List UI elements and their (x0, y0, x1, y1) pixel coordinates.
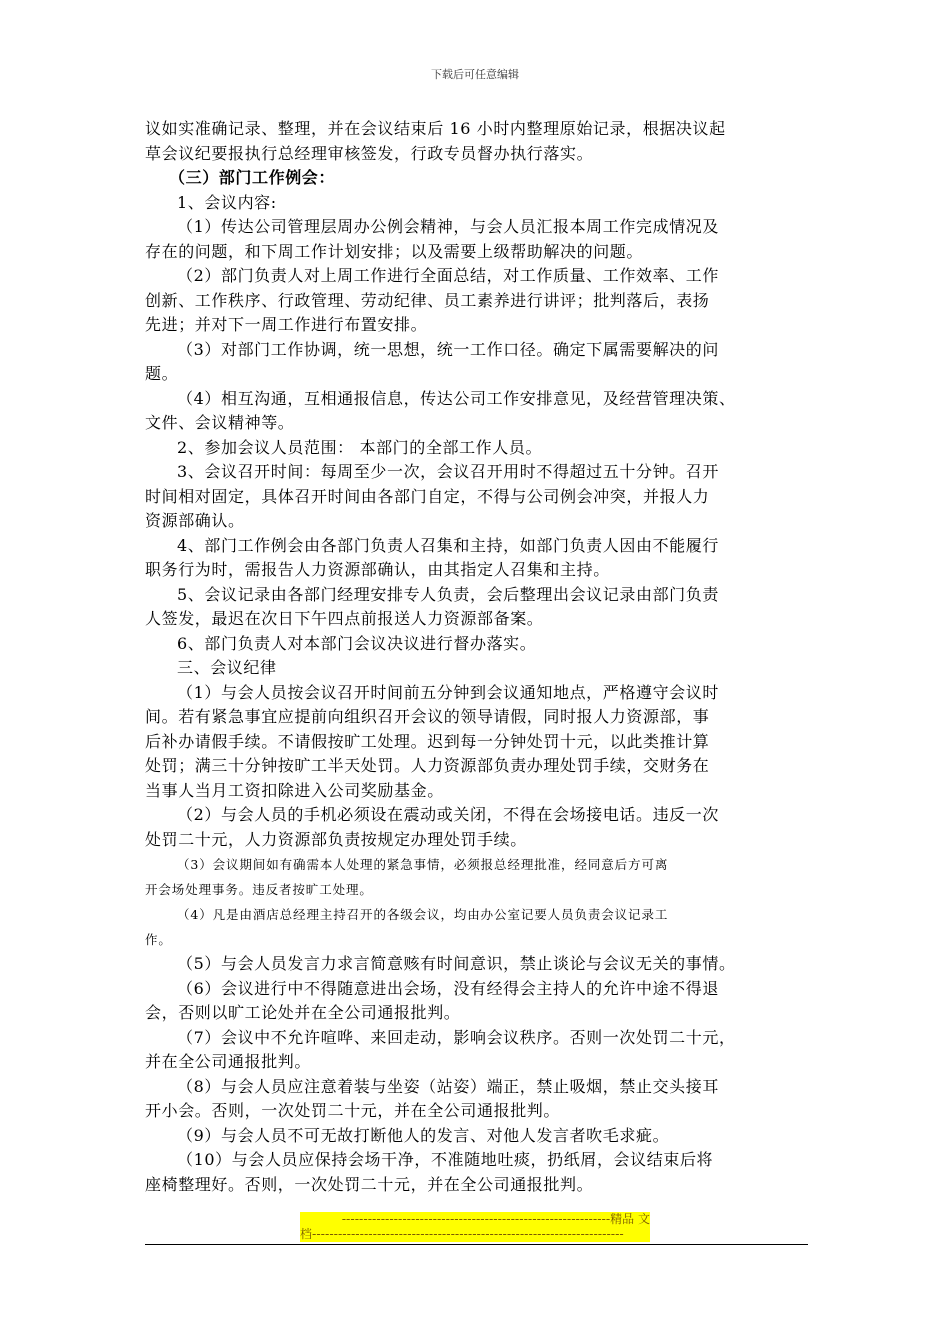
text-line: （4）相互沟通，互相通报信息，传达公司工作安排意见，及经营管理决策、 (177, 388, 736, 408)
text-line: 开小会。否则，一次处罚二十元，并在全公司通报批判。 (145, 1101, 561, 1120)
text-line: （9）与会人员不可无故打断他人的发言、对他人发言者吹毛求疵。 (177, 1125, 670, 1145)
page-header: 下载后可任意编辑 (431, 68, 519, 81)
text-line: 存在的问题，和下周工作计划安排；以及需要上级帮助解决的问题。 (145, 241, 644, 261)
text-line: 后补办请假手续。不请假按旷工处理。迟到每一分钟处罚十元，以此类推计算 (145, 731, 710, 751)
footer-highlight-line-2: 档------------------------------------------------------------------------ (300, 1227, 650, 1242)
text-line: 作。 (145, 932, 172, 947)
text-line: 三、会议纪律 (177, 658, 277, 677)
text-line: （1）传达公司管理层周办公例会精神，与会人员汇报本周工作完成情况及 (177, 217, 719, 236)
text-line: 人签发，最迟在次日下午四点前报送人力资源部备案。 (145, 609, 544, 628)
text-line: 题。 (145, 364, 179, 383)
text-line: 时间相对固定，具体召开时间由各部门自定，不得与公司例会冲突，并报人力 (145, 486, 710, 506)
text-line: （2）与会人员的手机必须设在震动或关闭，不得在会场接电话。违反一次 (177, 805, 719, 824)
text-line: 创新、工作秩序、行政管理、劳动纪律、员工素养进行讲评；批判落后，表扬 (145, 290, 710, 310)
text-line: 座椅整理好。否则，一次处罚二十元，并在全公司通报批判。 (145, 1174, 594, 1194)
text-line: 处罚；满三十分钟按旷工半天处罚。人力资源部负责办理处罚手续，交财务在 (145, 756, 710, 775)
text-line: 当事人当月工资扣除进入公司奖励基金。 (145, 780, 444, 800)
text-line: 文件、会议精神等。 (145, 413, 295, 432)
text-line: 4、部门工作例会由各部门负责人召集和主持，如部门负责人因由不能履行 (177, 535, 719, 555)
text-line: 草会议纪要报执行总经理审核签发，行政专员督办执行落实。 (145, 143, 594, 163)
document-body (145, 117, 810, 1197)
text-line: 并在全公司通报批判。 (145, 1052, 312, 1071)
text-line: （6）会议进行中不得随意进出会场，没有经得会主持人的允许中途不得退 (177, 978, 719, 998)
text-line: （3）对部门工作协调，统一思想，统一工作口径。确定下属需要解决的问 (177, 339, 719, 359)
text-line: 1、会议内容: (177, 192, 277, 212)
text-line: （4）凡是由酒店总经理主持召开的各级会议，均由办公室记要人员负责会议记录工 (177, 907, 669, 922)
text-line: 2、参加会议人员范围： 本部门的全部工作人员。 (177, 437, 543, 457)
text-line: （1）与会人员按会议召开时间前五分钟到会议通知地点，严格遵守会议时 (177, 682, 719, 702)
text-line: （8）与会人员应注意着装与坐姿（站姿）端正，禁止吸烟，禁止交头接耳 (177, 1076, 719, 1096)
text-line: 处罚二十元，人力资源部负责按规定办理处罚手续。 (145, 829, 527, 849)
text-line: 先进；并对下一周工作进行布置安排。 (145, 315, 428, 334)
text-line: （2）部门负责人对上周工作进行全面总结，对工作质量、工作效率、工作 (177, 266, 719, 285)
text-line: （5）与会人员发言力求言简意赅有时间意识，禁止谈论与会议无关的事情。 (177, 954, 736, 973)
text-line: （10）与会人员应保持会场干净，不准随地吐痰，扔纸屑，会议结束后将 (177, 1150, 714, 1169)
footer-rule (145, 1244, 808, 1245)
text-line: 开会场处理事务。违反者按旷工处理。 (145, 882, 373, 897)
text-line: 资源部确认。 (145, 511, 245, 530)
text-line: 会，否则以旷工论处并在全公司通报批判。 (145, 1003, 461, 1022)
text-line: 3、会议召开时间：每周至少一次，会议召开用时不得超过五十分钟。召开 (177, 462, 719, 481)
text-line: （7）会议中不允许喧哗、来回走动，影响会议秩序。否则一次处罚二十元， (177, 1027, 736, 1047)
footer-highlight-line-1: --------------------------------------------------------------精品 文 (300, 1212, 650, 1227)
text-line: （三）部门工作例会： (169, 168, 336, 187)
text-line: 间。若有紧急事宜应提前向组织召开会议的领导请假，同时报人力资源部，事 (145, 707, 710, 726)
text-line: 职务行为时，需报告人力资源部确认，由其指定人召集和主持。 (145, 560, 610, 579)
text-line: （3）会议期间如有确需本人处理的紧急事情，必须报总经理批准，经同意后方可离 (177, 857, 669, 872)
text-line: 议如实准确记录、整理，并在会议结束后 16 小时内整理原始记录，根据决议起 (145, 119, 726, 138)
text-line: 6、部门负责人对本部门会议决议进行督办落实。 (177, 633, 537, 653)
text-line: 5、会议记录由各部门经理安排专人负责，会后整理出会议记录由部门负责 (177, 584, 719, 604)
